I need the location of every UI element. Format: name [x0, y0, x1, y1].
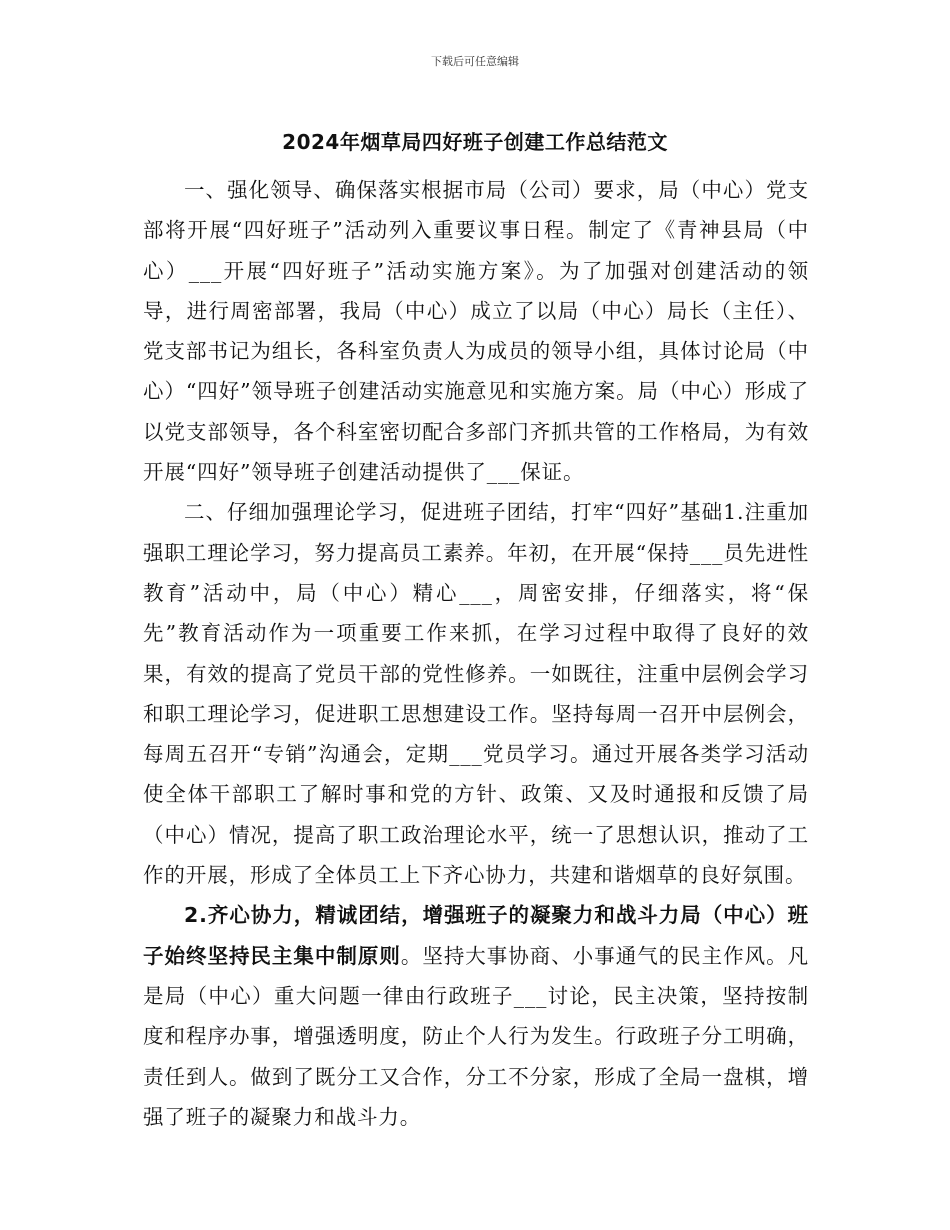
paragraph-3-text: 。坚持大事协商、小事通气的民主作风。凡是局（中心）重大问题一律由行政班子___讨论，民主决策，坚持按制度和程序办事，增强透明度，防止个人行为发生。行政班子分工明确，责任到人。做到了既分工又合作，分工不分家，形成了全局一盘棋，增强了班子的凝聚力和战斗力。: [143, 943, 809, 1129]
document-body: [143, 170, 809, 1137]
paragraph-2: 二、仔细加强理论学习，促进班子团结，打牢“四好”基础1.注重加强职工理论学习，努力提高员工素养。年初，在开展“保持___员先进性教育”活动中，局（中心）精心___，周密安排，仔细落实，将“保先”教育活动作为一项重要工作来抓，在学习过程中取得了良好的效果，有效的提高了党员干部的党性修养。一如既往，注重中层例会学习和职工理论学习，促进职工思想建设工作。坚持每周一召开中层例会，每周五召开“专销”沟通会，定期___党员学习。通过开展各类学习活动使全体干部职工了解时事和党的方针、政策、又及时通报和反馈了局（中心）情况，提高了职工政治理论水平，统一了思想认识，推动了工作的开展，形成了全体员工上下齐心协力，共建和谐烟草的良好氛围。: [143, 500, 809, 888]
header-note: 下载后可任意编辑: [431, 55, 519, 68]
document-title: 2024年烟草局四好班子创建工作总结范文: [282, 130, 668, 154]
paragraph-3-bold-heading: 2.齐心协力，精诚团结，增强班子的凝聚力和战斗力局（中心）班子始终坚持民主集中制原则: [143, 903, 809, 968]
paragraph-1: 一、强化领导、确保落实根据市局（公司）要求，局（中心）党支部将开展“四好班子”活动列入重要议事日程。制定了《青神县局（中心）___开展“四好班子”活动实施方案》。为了加强对创建活动的领导，进行周密部署，我局（中心）成立了以局（中心）局长（主任）、党支部书记为组长，各科室负责人为成员的领导小组，具体讨论局（中心）“四好”领导班子创建活动实施意见和实施方案。局（中心）形成了以党支部领导，各个科室密切配合多部门齐抓共管的工作格局，为有效开展“四好”领导班子创建活动提供了___保证。: [143, 178, 809, 485]
paragraph-3: [143, 895, 809, 1137]
